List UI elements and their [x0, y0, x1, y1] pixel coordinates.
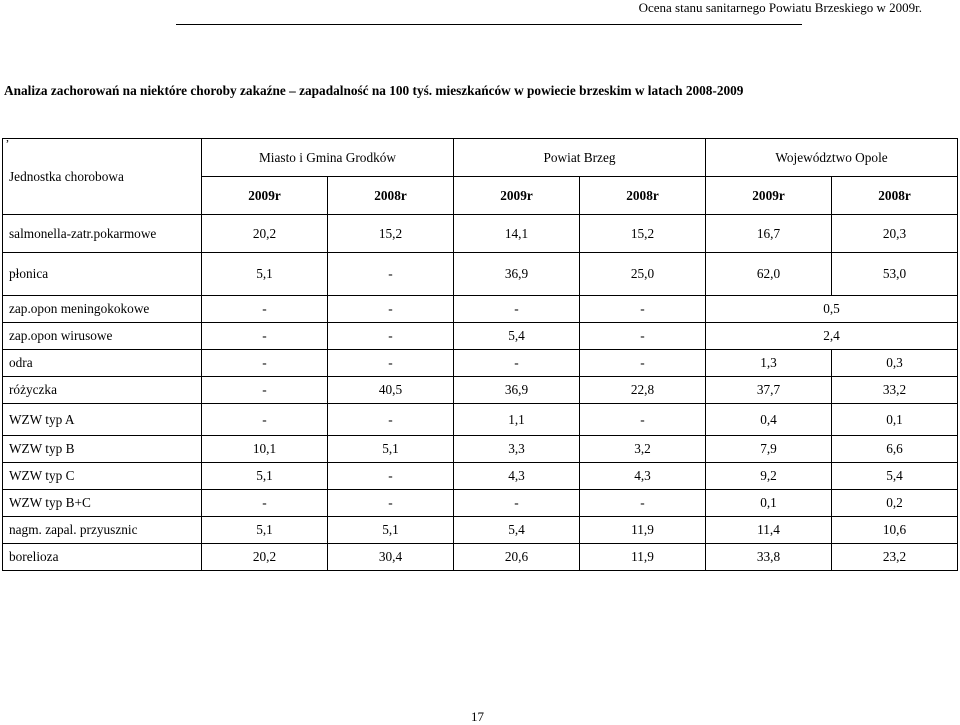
- table-cell: -: [580, 323, 706, 350]
- table-cell: -: [202, 404, 328, 436]
- year-header: 2008r: [580, 177, 706, 215]
- table-cell: 5,4: [454, 517, 580, 544]
- group-header-wojewodztwo: Województwo Opole: [706, 139, 958, 177]
- year-header: 2009r: [706, 177, 832, 215]
- table-row: [3, 544, 958, 571]
- table-cell: 20,2: [202, 544, 328, 571]
- unit-header: Jednostka chorobowa: [3, 139, 202, 215]
- table-row: [3, 463, 958, 490]
- table-cell: -: [202, 490, 328, 517]
- table-cell: -: [580, 350, 706, 377]
- table-cell: 25,0: [580, 253, 706, 296]
- table-cell: 0,5: [706, 296, 958, 323]
- table-cell: 5,4: [832, 463, 958, 490]
- table-cell: 1,1: [454, 404, 580, 436]
- table-cell: 33,2: [832, 377, 958, 404]
- disease-name: WZW typ C: [3, 463, 202, 490]
- table-cell: 62,0: [706, 253, 832, 296]
- disease-name: borelioza: [3, 544, 202, 571]
- table-cell: 2,4: [706, 323, 958, 350]
- disease-name: różyczka: [3, 377, 202, 404]
- table-cell: -: [202, 296, 328, 323]
- table-cell: 7,9: [706, 436, 832, 463]
- year-header: 2009r: [202, 177, 328, 215]
- table-cell: 15,2: [580, 215, 706, 253]
- table-cell: 37,7: [706, 377, 832, 404]
- table-cell: 33,8: [706, 544, 832, 571]
- running-header: Ocena stanu sanitarnego Powiatu Brzeskiego w 2009r.: [638, 0, 922, 15]
- table-cell: 5,1: [202, 463, 328, 490]
- table-row: [3, 296, 958, 323]
- table-cell: 5,1: [328, 517, 454, 544]
- table-cell: 0,1: [706, 490, 832, 517]
- table-cell: 22,8: [580, 377, 706, 404]
- table-cell: -: [580, 404, 706, 436]
- table-cell: -: [328, 404, 454, 436]
- analysis-title: Analiza zachorowań na niektóre choroby zakaźne – zapadalność na 100 tyś. mieszkańców w powiecie brzeskim w latach 2008-2009: [4, 83, 744, 98]
- table-cell: 5,1: [202, 253, 328, 296]
- table-row: [3, 215, 958, 253]
- table-cell: 30,4: [328, 544, 454, 571]
- table-cell: 1,3: [706, 350, 832, 377]
- table-cell: 10,6: [832, 517, 958, 544]
- table-cell: 0,3: [832, 350, 958, 377]
- table-cell: 6,6: [832, 436, 958, 463]
- table-cell: -: [328, 490, 454, 517]
- table-cell: -: [454, 296, 580, 323]
- table-cell: 4,3: [580, 463, 706, 490]
- disease-name: odra: [3, 350, 202, 377]
- table-cell: -: [454, 350, 580, 377]
- disease-name: nagm. zapal. przyusznic: [3, 517, 202, 544]
- table-cell: -: [328, 350, 454, 377]
- header-rule: [176, 24, 802, 25]
- disease-name: WZW typ B+C: [3, 490, 202, 517]
- table-row: [3, 436, 958, 463]
- table-cell: -: [454, 490, 580, 517]
- table-cell: -: [580, 490, 706, 517]
- disease-name: zap.opon meningokokowe: [3, 296, 202, 323]
- table-cell: 36,9: [454, 377, 580, 404]
- table-cell: 9,2: [706, 463, 832, 490]
- table-cell: 11,9: [580, 544, 706, 571]
- table-cell: 16,7: [706, 215, 832, 253]
- table-cell: 5,1: [328, 436, 454, 463]
- table-cell: 0,1: [832, 404, 958, 436]
- disease-name: WZW typ B: [3, 436, 202, 463]
- table-cell: 36,9: [454, 253, 580, 296]
- table-row: [3, 253, 958, 296]
- table-cell: 3,2: [580, 436, 706, 463]
- table-cell: 4,3: [454, 463, 580, 490]
- table-cell: 11,9: [580, 517, 706, 544]
- table-cell: 40,5: [328, 377, 454, 404]
- table-cell: -: [328, 463, 454, 490]
- table-cell: -: [202, 377, 328, 404]
- stray-mark: ,: [6, 130, 9, 144]
- year-header: 2008r: [832, 177, 958, 215]
- table-row: [3, 350, 958, 377]
- table-cell: -: [202, 350, 328, 377]
- table-cell: 11,4: [706, 517, 832, 544]
- table-cell: -: [328, 296, 454, 323]
- table-cell: 20,2: [202, 215, 328, 253]
- table-cell: 0,2: [832, 490, 958, 517]
- disease-name: zap.opon wirusowe: [3, 323, 202, 350]
- table-cell: -: [328, 323, 454, 350]
- table-cell: 20,3: [832, 215, 958, 253]
- table-cell: 3,3: [454, 436, 580, 463]
- year-header: 2008r: [328, 177, 454, 215]
- table-row: [3, 377, 958, 404]
- disease-name: WZW typ A: [3, 404, 202, 436]
- group-header-grodkow: Miasto i Gmina Grodków: [202, 139, 454, 177]
- incidence-table: [2, 138, 958, 571]
- table-row: [3, 517, 958, 544]
- table-cell: 0,4: [706, 404, 832, 436]
- disease-name: płonica: [3, 253, 202, 296]
- table-cell: -: [580, 296, 706, 323]
- table-cell: 14,1: [454, 215, 580, 253]
- group-header-powiat: Powiat Brzeg: [454, 139, 706, 177]
- table-cell: 5,1: [202, 517, 328, 544]
- table-row: [3, 323, 958, 350]
- table-row: [3, 490, 958, 517]
- table-cell: 53,0: [832, 253, 958, 296]
- table-cell: -: [202, 323, 328, 350]
- table-cell: 20,6: [454, 544, 580, 571]
- table-row: [3, 404, 958, 436]
- table-cell: 10,1: [202, 436, 328, 463]
- table-cell: 23,2: [832, 544, 958, 571]
- table-cell: 5,4: [454, 323, 580, 350]
- page-number: 17: [471, 709, 484, 724]
- year-header: 2009r: [454, 177, 580, 215]
- disease-name: salmonella-zatr.pokarmowe: [3, 215, 202, 253]
- table-cell: 15,2: [328, 215, 454, 253]
- table-cell: -: [328, 253, 454, 296]
